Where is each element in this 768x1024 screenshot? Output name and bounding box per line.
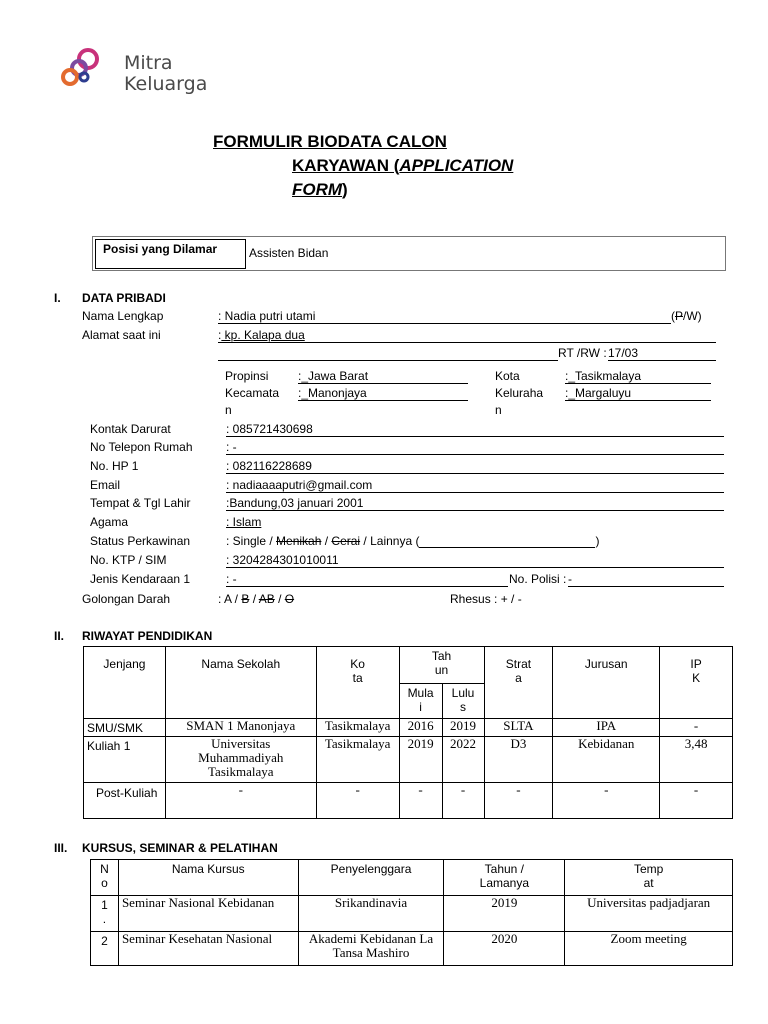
polisi-field[interactable]: - xyxy=(568,572,724,587)
section3-number: III. xyxy=(54,841,68,855)
cell-jenjang: SMU/SMK xyxy=(84,719,166,737)
kota-label: Kota xyxy=(495,369,520,383)
cell-strata[interactable]: D3 xyxy=(484,737,553,783)
logo-mark-icon xyxy=(58,46,114,94)
darah-field[interactable]: : A / B / AB / O xyxy=(218,592,295,606)
ttl-field[interactable]: :Bandung,03 januari 2001 xyxy=(226,496,724,511)
header-tahun: Tah un xyxy=(399,647,484,684)
telp-label: No Telepon Rumah xyxy=(90,440,193,454)
kontak-label: Kontak Darurat xyxy=(90,422,171,436)
nama-label: Nama Lengkap xyxy=(82,309,164,323)
section3-heading: KURSUS, SEMINAR & PELATIHAN xyxy=(82,841,278,855)
hp-field[interactable]: : 082116228689 xyxy=(226,459,724,474)
rtrw-field[interactable]: 17/03 xyxy=(608,346,716,361)
cell-kota[interactable]: - xyxy=(316,783,399,819)
rhesus-field[interactable]: Rhesus : + / - xyxy=(450,592,522,606)
cell-mulai[interactable]: 2019 xyxy=(399,737,442,783)
cell-nama[interactable]: SMAN 1 Manonjaya xyxy=(165,719,316,737)
kursus-table xyxy=(90,859,733,966)
cell-ipk[interactable]: - xyxy=(660,719,733,737)
header-tahun-lamanya: Tahun / Lamanya xyxy=(444,860,565,896)
cell-kota[interactable]: Tasikmalaya xyxy=(316,719,399,737)
posisi-box xyxy=(92,236,726,271)
nama-field[interactable]: : Nadia putri utami xyxy=(218,309,671,324)
section1-number: I. xyxy=(54,291,61,305)
rtrw-label: RT /RW : xyxy=(558,346,607,360)
logo-line1: Mitra xyxy=(124,52,173,74)
header-jurusan: Jurusan xyxy=(553,647,660,719)
kecamatan-label: Kecamata xyxy=(225,386,280,400)
cell-tempat[interactable]: Zoom meeting xyxy=(565,932,733,966)
agama-field[interactable]: : Islam xyxy=(226,515,262,529)
header-nama-kursus: Nama Kursus xyxy=(118,860,298,896)
section2-heading: RIWAYAT PENDIDIKAN xyxy=(82,629,213,643)
kecamatan-field[interactable]: :_Manonjaya xyxy=(298,386,468,401)
table-row xyxy=(91,932,733,966)
header-no: N o xyxy=(91,860,119,896)
cell-lulus[interactable]: 2022 xyxy=(442,737,484,783)
kontak-field[interactable]: : 085721430698 xyxy=(226,422,724,437)
form-title-line3: FORM) xyxy=(292,180,348,199)
header-kota: Ko ta xyxy=(316,647,399,719)
header-mulai: Mula i xyxy=(399,684,442,719)
email-field[interactable]: : nadiaaaaputri@gmail.com xyxy=(226,478,724,493)
cell-nama[interactable]: - xyxy=(165,783,316,819)
propinsi-field[interactable]: :_Jawa Barat xyxy=(298,369,468,384)
header-jenjang: Jenjang xyxy=(84,647,166,719)
table-row xyxy=(84,719,733,737)
cell-ipk[interactable]: 3,48 xyxy=(660,737,733,783)
cell-strata[interactable]: - xyxy=(484,783,553,819)
alamat-field[interactable]: : kp. Kalapa dua xyxy=(218,328,716,343)
cell-no: 1 . xyxy=(91,896,119,932)
cell-strata[interactable]: SLTA xyxy=(484,719,553,737)
cell-mulai[interactable]: - xyxy=(399,783,442,819)
ktp-label: No. KTP / SIM xyxy=(90,553,167,567)
header-lulus: Lulu s xyxy=(442,684,484,719)
table-row xyxy=(84,737,733,783)
kelurahan-field[interactable]: :_Margaluyu xyxy=(565,386,711,401)
table-row xyxy=(91,896,733,932)
header-penyelenggara: Penyelenggara xyxy=(298,860,444,896)
pendidikan-table xyxy=(83,646,733,819)
posisi-value: Assisten Bidan xyxy=(249,246,329,260)
cell-jurusan[interactable]: Kebidanan xyxy=(553,737,660,783)
header-ipk: IP K xyxy=(660,647,733,719)
hp-label: No. HP 1 xyxy=(90,459,139,473)
section1-heading: DATA PRIBADI xyxy=(82,291,166,305)
cell-no: 2 xyxy=(91,932,119,966)
header-tempat: Temp at xyxy=(565,860,733,896)
gender-choice: (P/W) xyxy=(671,309,702,323)
cell-kota[interactable]: Tasikmalaya xyxy=(316,737,399,783)
cell-nama[interactable]: Universitas Muhammadiyah Tasikmalaya xyxy=(165,737,316,783)
cell-tahun[interactable]: 2020 xyxy=(444,932,565,966)
cell-penyelenggara[interactable]: Akademi Kebidanan La Tansa Mashiro xyxy=(298,932,444,966)
kecamatan-label-wrap: n xyxy=(225,403,232,417)
section2-number: II. xyxy=(54,629,65,643)
status-field[interactable]: : Single / Menikah / Cerai / Lainnya ( ) xyxy=(226,534,600,548)
propinsi-label: Propinsi xyxy=(225,369,269,383)
table-row xyxy=(84,783,733,819)
darah-label: Golongan Darah xyxy=(82,592,171,606)
kelurahan-label: Keluraha xyxy=(495,386,544,400)
agama-label: Agama xyxy=(90,515,129,529)
alamat-field-2[interactable] xyxy=(218,346,558,361)
ttl-label: Tempat & Tgl Lahir xyxy=(90,496,191,510)
form-title-line2: KARYAWAN (APPLICATION xyxy=(292,156,514,175)
ktp-field[interactable]: : 3204284301010011 xyxy=(226,553,724,568)
alamat-label: Alamat saat ini xyxy=(82,328,161,342)
cell-mulai[interactable]: 2016 xyxy=(399,719,442,737)
cell-jenjang: Kuliah 1 xyxy=(84,737,166,783)
form-title: FORMULIR BIODATA CALON xyxy=(213,132,447,151)
status-label: Status Perkawinan xyxy=(90,534,191,548)
cell-lulus[interactable]: 2019 xyxy=(442,719,484,737)
logo-line2: Keluarga xyxy=(124,73,208,95)
kendaraan-label: Jenis Kendaraan 1 xyxy=(90,572,191,586)
cell-jenjang: Post-Kuliah xyxy=(84,783,166,819)
cell-lulus[interactable]: - xyxy=(442,783,484,819)
email-label: Email xyxy=(90,478,121,492)
kelurahan-label-wrap: n xyxy=(495,403,502,417)
telp-field[interactable]: : - xyxy=(226,440,724,455)
polisi-label: No. Polisi : xyxy=(509,572,567,586)
cell-ipk[interactable]: - xyxy=(660,783,733,819)
kota-field[interactable]: :_Tasikmalaya xyxy=(565,369,711,384)
cell-nama-kursus[interactable]: Seminar Nasional Kebidanan xyxy=(118,896,298,932)
header-strata: Strat a xyxy=(484,647,553,719)
cell-jurusan[interactable]: IPA xyxy=(553,719,660,737)
cell-tempat[interactable]: Universitas padjadjaran xyxy=(565,896,733,932)
posisi-label: Posisi yang Dilamar xyxy=(103,242,218,256)
cell-tahun[interactable]: 2019 xyxy=(444,896,565,932)
cell-penyelenggara[interactable]: Srikandinavia xyxy=(298,896,444,932)
company-logo xyxy=(58,46,228,98)
cell-nama-kursus[interactable]: Seminar Kesehatan Nasional xyxy=(118,932,298,966)
cell-jurusan[interactable]: - xyxy=(553,783,660,819)
kendaraan-field[interactable]: : - xyxy=(226,572,508,587)
header-nama-sekolah: Nama Sekolah xyxy=(165,647,316,719)
